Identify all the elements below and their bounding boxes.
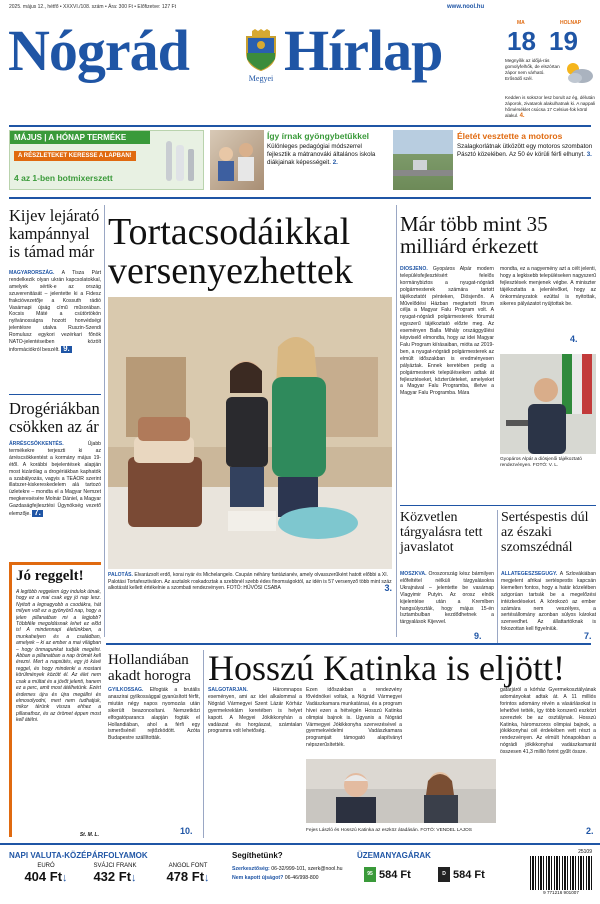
right1-body-b [500,266,596,336]
weather-text-today: Megnyílik az időjá-rás gomolyfelhők, de elszórtan zápor nem várható. Erősödő szél. [505,58,560,81]
right2-lead: MOSZKVA. [400,571,427,577]
help-line1[interactable]: 06-32/999-101, szerk@nool.hu [271,866,343,872]
teaser2-title[interactable]: Életét vesztette a motoros [457,131,563,141]
bottom-main-text-c: gatárjáról a kórház Gyermekosztályának adományokat adtak át. A 11 milliós forintos adomány révén a vásárlásokat is lehetővé tették, így több korszerű eszközt szereztek be az osztálynak. Hosszú Katinka, háromszoros olimpiai bajnok, a jókikkonyhai cél érdekében vett részt a rendezvényen. Az elmúlt hónapokban a nógrádi jókikkonyhai vadászkamarát összesen 41,3 millió forint gyűlt össze. [500,687,596,756]
weather-tomorrow-text: Kedden is sokszor lesz borult az ég, délután záporok, zivatarok alakulhatnak ki. A nappali hőmérséklet csúcsa 17 Celsius-fok körül alakul. [505,95,596,118]
bottom-main-headline[interactable]: Hosszú Katinka is eljött! [208,648,565,688]
help-line2-label: Nem kapott újságot? [232,875,284,881]
column-title: Jó reggelt! [16,568,84,584]
left2-headline[interactable]: Drogériákban csökken az ár [9,399,100,436]
right-col-divider [396,205,397,637]
arrow-down-icon: ↓ [204,872,210,884]
bottom-main-caption: Fejes László és Hosszú Katinka az eszköz átadásán. FOTÓ: VENDEL LAJOS [306,828,472,833]
right2-text: Oroszország kész bármilyen előfeltétel nélküli tárgyalásokra Ukrajnával – jelentette be vasárnap Vlagyimir Putyin. Az orosz elnök kijelentése után a Kremlben hangsúlyozták, hogy május 15-én Isztambulban kezdődhetnek a tárgyalások Kijevvel. [400,571,494,626]
fuel-diesel-value: 584 Ft [453,868,485,881]
crest-icon [243,29,279,71]
main-headline[interactable]: Tortacsodáikkal versenyezhettek [108,211,353,292]
bottom-main-text-a: Háromnapos eseményen, ami az idei alkalommal a Nógrád Vármegyei Szent Lázár Kórház gyermekreklám keretében is helyet kapott. A Megyei Jókikkonyhán a vadászat és horgászat, számtalan programra volt lehetőség. [208,687,302,735]
fx-eur-value: 404 Ft [24,869,63,884]
barcode-number: 25109 [578,849,592,855]
crest-caption: Megyei [248,74,274,83]
promo-cta[interactable]: A RÉSZLETEKET KERESSE A LAPBAN! [14,151,136,161]
fuel-title: ÜZEMANYAGÁRAK [357,851,431,860]
footer-rule [0,843,600,845]
right-rule-1 [400,505,596,506]
left1-headline[interactable]: Kijev lejárató kampánnyal is támad már [9,206,100,261]
column-signature: St. M. L. [79,832,99,838]
left2-body [9,441,101,518]
bottom-main-text-b: Ezen időszakban a rendezvény fővédnökei voltak, a Nógrád Vármegyei Vadászkamara munkatársai, és a program hívei ezen a hétvégén Hosszú Katinka olimpiai bajnok is. Ugyanis a Nógrád Vármegyei Jókikkonyha szervezésével a gyermekvédelmi Vadászkamara programjait támogató alapítványt népszerűsítették. [306,687,402,749]
fx-eur-label: EURÓ [37,863,55,869]
right1-headline[interactable]: Már több mint 35 milliárd érkezett [400,212,548,258]
fuel-95-value: 584 Ft [379,868,411,881]
column-body: A legtöbb reggelem úgy indulok útnak, hogy ez a mai csak egy jó nap lesz. Nyitott a legnagyobb a csodákra, hát milyen volt ez a gyönyörű nap, hogy a jelen pillanatban mi a legjobb? Többféle megoldásnak lehet ez előd is! A mindennapi életünkben, a munkahelyen és a családban, amelyek – ki az ember a mai világban – hogy önmagunkat tudják megélni. Abban a pillanatban a nap örömét kell érezni. Mert a napsütés, egy jó kávé reggel, és hogy mindenki a mostani körülmények között él. Az élet nem csak a múltat és a jövőt jelenti, hanem ez a perc, amit most átélhetünk. Ezért érdemes újra és újra megállni és elmosolyodni, mert nem tudhatjuk, mikor térünk vissza ehhez a pillanathoz, és az örömet éppen most kell átélni. [16,589,101,724]
bottom-left-body [108,687,200,837]
left1-lead: MAGYARORSZÁG. [9,270,55,276]
right3-text: A Szlovákiában megjelent afrikai sertéspestis kapcsán kiemelten fontos, hogy a határ közelében szigorúan tartsák be a megelőzési intézkedéseket. A kórokozó az ember számára nem veszélyes, a sertésállomány azonban súlyos károkat szenvedhet. Az állattartóknak is fokozottan kell figyelniük. [501,571,596,633]
teaser1-text: Különleges pedagógiai módszerrel fejlesztik a mátranováki általános iskola diákjainak képességeit. 2. [267,143,376,166]
right3-lead: ÁLLATEGÉSZSÉGÜGY. [501,571,558,577]
bottom-main-photo[interactable] [306,759,496,823]
fuel-pump-icon: 95 [364,867,376,882]
right3-ref[interactable]: 7. [584,631,592,641]
dateline: 2025. május 12., hétfő • XXXVI./108. szám • Ára: 300 Ft • Előfizetve: 127 Ft [9,4,177,10]
help-line2[interactable]: 06-46/998-800 [284,875,319,881]
county-crest [243,29,279,83]
main-caption-lead: PALOTÁS. [108,572,133,578]
bottom-left-lead: GYILKOSSÁG. [108,687,144,693]
arrow-down-icon: ↓ [62,872,68,884]
promo-product: 4 az 1-ben botmixerszett [14,173,113,183]
left2-text: Újabb termékekre terjeszti ki az árréscsökkentést a kormány május 19-étől. A korábbi bejelentések alapján most kizárólag a drogériákban kaphatók a szabályozás, vagyis a TEÁOR szerint illatszer-kiskereskedelem alá tartozó üzletekre – mondta el a Magyar Nemzet megkeresésére Molnár Dániel, a Magyar Gazdaságfejlesztési Ügynökség vezető elemzője. [9,441,102,518]
bottom-main-body-a [208,687,302,757]
fx-title: NAPI VALUTA-KÖZÉPÁRFOLYAMOK [9,851,148,860]
weather-today-temp: 18 [507,26,536,56]
fx-chf-label: SVÁJCI FRANK [93,863,137,869]
fx-gbp-value: 478 Ft [166,869,205,884]
arrow-down-icon: ↓ [131,872,137,884]
right1-photo[interactable] [500,354,596,454]
help-title: Segíthetünk? [232,851,283,860]
masthead-word-hirlap: Hírlap [284,18,443,83]
footer [0,843,600,904]
weather-tomorrow-temp: 19 [549,26,578,56]
weather-cloud-icon [563,60,595,91]
teaser1-photo[interactable] [210,130,264,190]
teaser2-text: Szalagkorlátnak ütközött egy motoros szombaton Pásztó közelében. Az 50 év körüli férfi elhunyt. 3. [457,143,593,158]
column-box [9,562,101,837]
left1-ref[interactable]: 9. [63,343,70,353]
teaser2-photo[interactable] [393,130,453,190]
lower-rule [106,643,591,645]
main-caption [108,572,392,592]
right1-lead: DIÓSJENŐ. [400,266,428,272]
main-ref[interactable]: 3. [384,583,392,594]
left-rule-1 [9,394,101,395]
fx-item-gbp [156,863,220,884]
weather-tomorrow-label: HOLNAP [560,20,582,26]
weather-ref[interactable]: 4. [519,113,525,119]
bottom-left-ref[interactable]: 10. [180,826,193,836]
fuel-item-95 [364,867,411,882]
bottom-left-text: Elfogták a brutális anaszirai gyilkossággal gyanúsított férfit, miután négy napos nyomozás után sikerült beazonosítani. Nemzetközi elfogatóparancs alapján fogták el Hollandiában, ahol a férfi egy ismerősénél rejtőzködött. Azóta Budapestre szállították. [108,687,200,742]
right1-text-b: mondta, ez a nagyemény azt a célt jelenti, hogy a legkisebb településeken nagyszerű fejlesztések menjenek végbe. A miniszter tájékoztatta a jelenlévőket, hogy az önkormányzatok ezúttal is nyitottak, sikeres pályázatot nyújtottak be. [500,266,596,307]
main-photo[interactable] [108,297,392,569]
fuel-pump-icon: D [438,867,450,882]
right1-ref[interactable]: 4. [570,334,578,344]
main-caption-text: Elvarázsolt erdő, korai nyár és Michelangelo. Csupán néhány fantázianév, amely olvasszerűként hatott előbbi a XI. Palotási Tortafesztiválon. Az asztalok roskadoztak a szebbnél szebb édes finomságoktól, az idén is 57 versenyző több mint száz alkotását kellett értékelnie a szombati rendezvényen. FOTÓ: HŰVÖSI CSABA [108,572,392,592]
bottom-main-body-b [306,687,402,757]
fuel-item-diesel [438,867,485,882]
barcode-digits: 9 771216 901007 [543,890,579,895]
website[interactable]: www.nool.hu [447,4,485,10]
masthead-word-nograd: Nógrád [8,18,189,83]
masthead-rule [9,125,591,127]
left2-ref[interactable]: 7. [34,508,41,518]
teaser-rule [9,197,591,199]
help-line1-label: Szerkesztőség: [232,866,270,872]
right3-headline[interactable]: Sertéspestis dúl az északi szomszédnál [501,510,589,555]
left1-body [9,270,101,354]
bottom-divider [203,650,204,838]
left-col-divider [104,205,105,637]
promo-heading: MÁJUS | A HÓNAP TERMÉKE [10,131,150,144]
barcode-icon [530,856,592,890]
teaser2[interactable] [457,131,595,159]
right-inner-divider [497,510,498,644]
weather-text-tomorrow [505,95,597,119]
teaser1[interactable] [267,131,387,167]
bottom-main-lead: SALGÓTARJÁN. [208,687,248,693]
fx-item-eur [18,863,74,884]
right2-ref[interactable]: 9. [474,631,482,641]
barcode [530,849,592,901]
promo-box[interactable] [9,130,204,190]
right2-headline[interactable]: Közvetlen tárgyalásra tett javaslatot [400,510,483,555]
mixer-icon [162,135,198,192]
bottom-left-headline[interactable]: Hollandiában akadt horogra [108,652,191,684]
left1-text: A Tisza Párt rendelkezik olyan ukrán kapcsolatokkal, amelyek sértik-e az ország szuverenitását – jelentette ki a Fidesz frakcióvezetője a Kossuth rádió Vasárnapi újság című műsorában. Kocsis Máté a csütörtökön nyilvánosságra hozott honvédségi jelentésre utalva Ruszin-Szendi Romulusz egykori vezérkari főnök NATO-jelentéseiben közölt információkról beszélt. [9,270,101,353]
bottom-main-body-c [500,687,596,835]
right1-body-a [400,266,494,496]
left2-lead: ÁRRÉSCSÖKKENTÉS. [9,441,64,447]
right1-text-a: Gyopáros Alpár modern településfejlesztésért felelős kormánybiztos a nyugat-nógrádi polgármesterek számára tartott tájékoztatót pénteken, Diósjenőn. A Művelődési Házban megtartott fórum célja a Magyar Falu Program volt. A nyugat-nógrádi polgármesterek fórumát egyszerű tájékoztató előzte meg. Az eseményen Balla Mihály országgyűlési képviselő elmondta, hogy az idei Magyar Falu Program kiírásaiban, mióta az 2019-ben, a nyugat-nógrádi polgármesterek az elmúlt időszakban is eredményesen pályáztak. Ennek keretében pedig a polgármesterek településeiken adtak át fejlesztéseket, közterületeket, amelyeket a Magyar Falu Programba, illetve a Magyar Falu Programba. Mára [400,266,494,397]
right3-body [501,571,596,641]
fx-gbp-label: ANGOL FONT [168,863,208,869]
fx-item-chf [82,863,148,884]
teaser1-title[interactable]: Így írnak gyöngybetűkkel [267,131,370,141]
weather-today-label: MA [517,20,525,26]
bottom-main-ref[interactable]: 2. [586,826,594,836]
right1-photo-caption: Gyopáros Alpár a diósjenői tájékoztató rendezvényen. FOTÓ: V. L. [500,457,582,468]
fx-chf-value: 432 Ft [93,869,132,884]
